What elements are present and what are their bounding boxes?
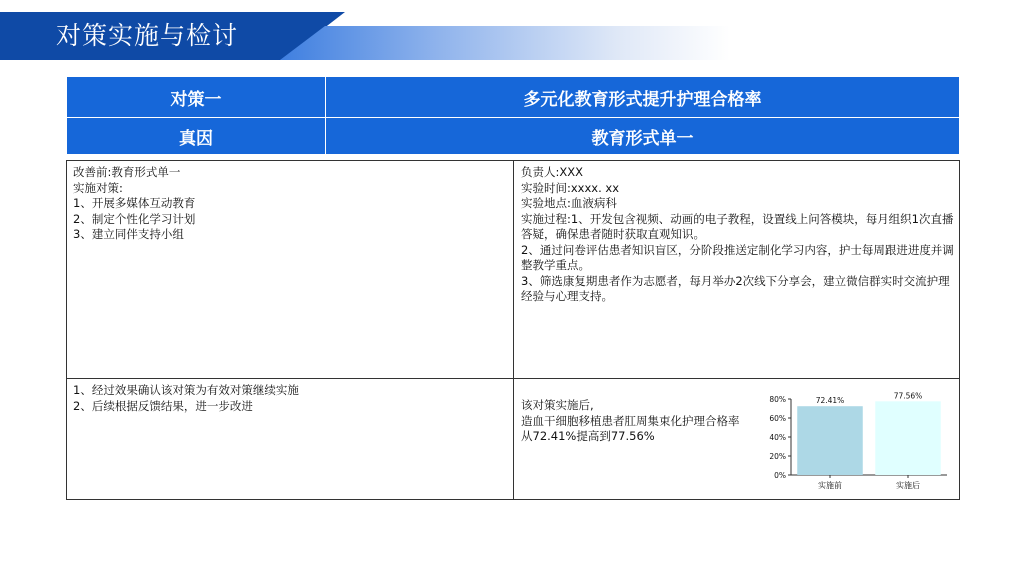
y-tick-label: 0% [774, 471, 786, 480]
text-line: 1、开展多媒体互动教育 [73, 196, 196, 210]
text-line: 该对策实施后, [521, 398, 594, 412]
follow-up-cell [73, 383, 503, 414]
text-line: 造血干细胞移植患者肛周集束化护理合格率 [521, 413, 740, 428]
bar [797, 406, 863, 475]
page-title: 对策实施与检讨 [56, 21, 239, 50]
countermeasure-value: 多元化教育形式提升护理合格率 [326, 77, 960, 118]
banner-gradient-shape [280, 26, 730, 60]
root-cause-value: 教育形式单一 [326, 118, 960, 155]
y-tick-label: 60% [769, 414, 786, 423]
text-line: 3、建立同伴支持小组 [73, 227, 184, 241]
result-cell [521, 398, 766, 445]
text-line: 改善前:教育形式单一 [73, 165, 181, 179]
y-tick-label: 80% [769, 395, 786, 404]
x-tick-label: 实施后 [896, 481, 920, 490]
implementation-cell [521, 165, 955, 305]
place-text: 实验地点:血液病科 [521, 196, 617, 210]
owner-text: 负责人:XXX [521, 165, 584, 179]
row-divider [67, 378, 959, 379]
countermeasure-label: 对策一 [67, 77, 326, 118]
root-cause-label: 真因 [67, 118, 326, 155]
x-tick-label: 实施前 [818, 481, 842, 490]
header-table [66, 76, 960, 155]
before-improvement-cell [73, 165, 503, 243]
result-bar-chart [757, 391, 957, 497]
process-step-3: 3、筛选康复期患者作为志愿者，每月举办2次线下分享会，建立微信群实时交流护理经验与心理支持。 [521, 273, 950, 303]
text-line: 从72.41%提高到77.56% [521, 429, 655, 443]
content-table [66, 160, 960, 500]
bar [875, 401, 941, 475]
time-text: 实验时间:xxxx. xx [521, 180, 620, 195]
text-line: 实施对策: [73, 180, 123, 195]
text-line: 2、后续根据反馈结果，进一步改进 [73, 398, 253, 413]
column-divider [513, 161, 514, 499]
text-line: 1、经过效果确认该对策为有效对策继续实施 [73, 383, 299, 397]
text-line: 2、制定个性化学习计划 [73, 211, 196, 226]
process-step-1: 实施过程:1、开发包含视频、动画的电子教程，设置线上问答模块，每月组织1次直播答疑，确保患者随时获取直观知识。 [521, 211, 954, 241]
title-banner [0, 12, 1024, 60]
data-label: 72.41% [815, 396, 845, 406]
y-tick-label: 20% [769, 452, 786, 461]
data-label: 77.56% [893, 391, 923, 401]
y-tick-label: 40% [769, 433, 786, 442]
process-step-2: 2、通过问卷评估患者知识盲区，分阶段推送定制化学习内容，护士每周跟进进度并调整教学重点。 [521, 242, 954, 272]
